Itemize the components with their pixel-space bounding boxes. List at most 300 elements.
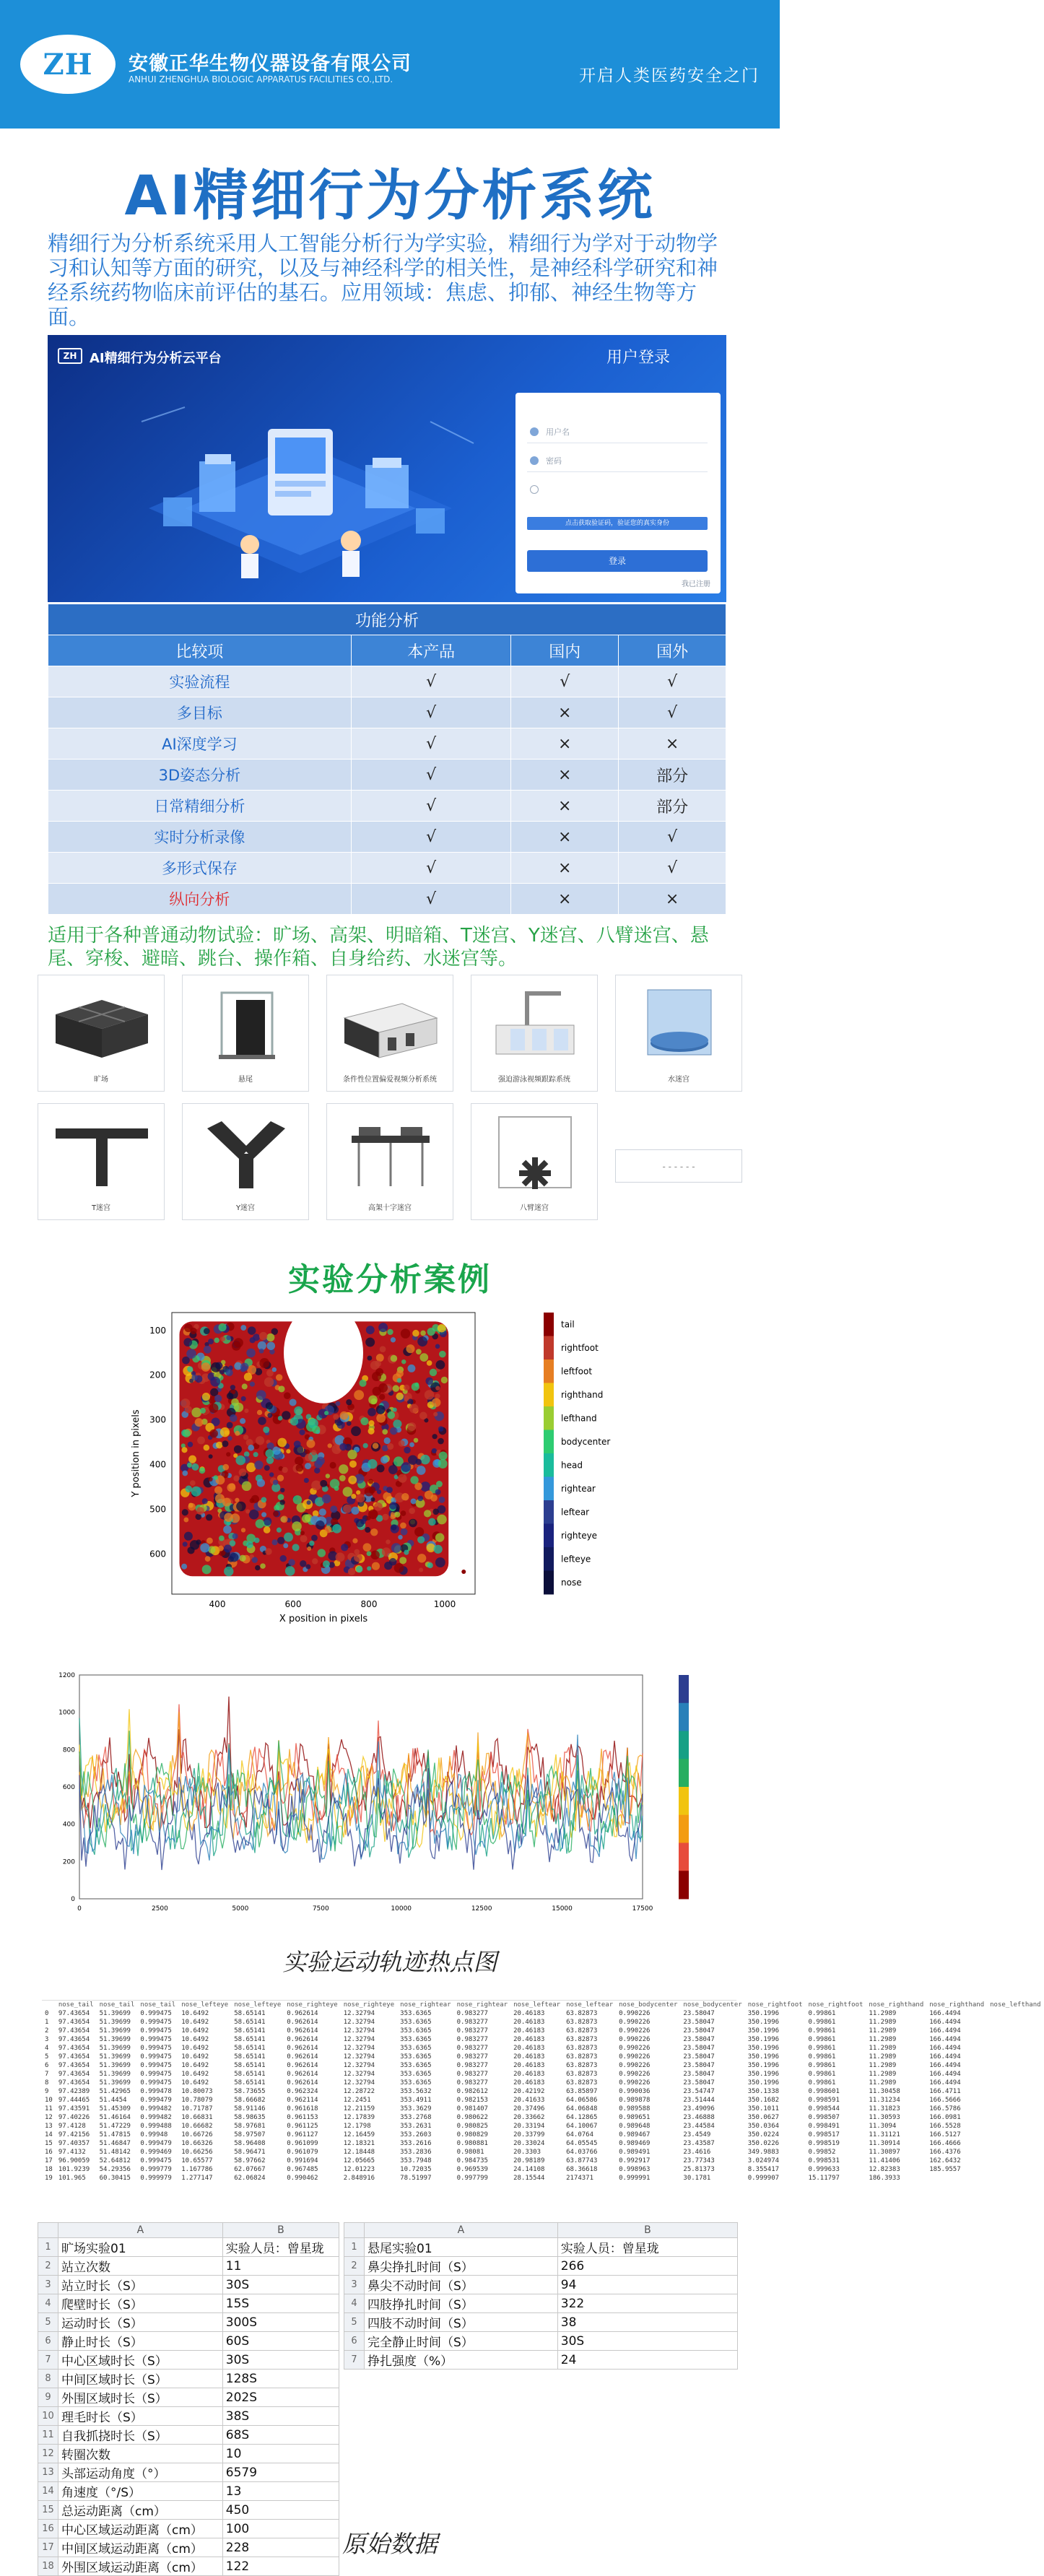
login-card [516, 393, 721, 593]
table-cell: 10.72035 [400, 2166, 432, 2173]
trajectory-point [307, 1546, 311, 1551]
table-cell: 97.40357 [58, 2140, 90, 2147]
row-number[interactable]: 4 [38, 2294, 58, 2313]
trajectory-point [229, 1483, 235, 1489]
table-cell: 97.43654 [58, 2071, 90, 2078]
sheet-column-header[interactable]: B [557, 2223, 737, 2238]
table-cell: 0.999469 [140, 2149, 172, 2156]
trajectory-point [246, 1541, 253, 1549]
sheet-cell-value[interactable]: 300S [222, 2313, 339, 2332]
row-number[interactable]: 9 [38, 2388, 58, 2407]
table-cell: 20.46183 [513, 2010, 545, 2017]
colorbar-segment [544, 1477, 554, 1501]
table-cell: 0.962614 [287, 2010, 318, 2017]
trajectory-point [320, 1480, 327, 1487]
trajectory-point [351, 1426, 361, 1436]
trajectory-point [222, 1497, 231, 1506]
row-number[interactable]: 16 [38, 2520, 58, 2538]
trajectory-point [312, 1558, 318, 1564]
sheet-cell-label[interactable]: 挣扎强度（%） [365, 2351, 558, 2370]
trajectory-point [351, 1507, 359, 1515]
sheet-cell-label[interactable]: 静止时长（S） [58, 2332, 223, 2351]
table-cell: 58.97681 [234, 2123, 266, 2130]
sheet-cell-value[interactable]: 60S [222, 2332, 339, 2351]
table-cell: 30.1781 [683, 2175, 711, 2182]
trajectory-point [323, 1560, 330, 1567]
sheet-row [38, 2445, 339, 2463]
table-cell: 12.82383 [869, 2166, 900, 2173]
trajectory-point [401, 1510, 406, 1516]
table-row [42, 2105, 1044, 2113]
sheet-cell-value[interactable]: 202S [222, 2388, 339, 2407]
trajectory-point [239, 1555, 245, 1562]
x-tick-label: 15000 [552, 1905, 573, 1913]
trajectory-point [196, 1507, 204, 1515]
table-cell: 51.39699 [99, 2071, 131, 2078]
table-cell: 16 [45, 2149, 53, 2156]
trajectory-point [290, 1417, 299, 1426]
sheet-cell-label[interactable]: 转圈次数 [58, 2445, 223, 2463]
trajectory-point [204, 1328, 210, 1334]
sheet-cell-value[interactable]: 24 [557, 2351, 737, 2370]
table-cell: 20.37496 [513, 2105, 545, 2112]
y-tick-label: 400 [149, 1459, 166, 1470]
device-label: 高架十字迷宫 [368, 1204, 412, 1212]
trajectory-point [239, 1468, 247, 1476]
table-cell: 23.58047 [683, 2071, 715, 2078]
table-cell: 10.65577 [181, 2157, 213, 2164]
sheet-cell-value[interactable]: 实验人员：曾星珑 [557, 2238, 737, 2257]
trajectory-point [254, 1461, 263, 1469]
table-cell: 0.962614 [287, 2062, 318, 2069]
table-cell: 0.982153 [456, 2097, 488, 2104]
trajectory-point [256, 1390, 266, 1400]
trajectory-point [398, 1535, 402, 1539]
trajectory-point [404, 1447, 410, 1453]
trajectory-point [300, 1560, 306, 1567]
table-row [42, 2087, 1044, 2096]
table-cell: 12.32794 [343, 2010, 375, 2017]
sheet-cell-label[interactable]: 四肢不动时间（S） [365, 2313, 558, 2332]
table-cell: 353.2768 [400, 2114, 432, 2121]
table-cell: 51.46847 [99, 2140, 131, 2147]
trajectory-point [363, 1443, 368, 1448]
trajectory-point [332, 1524, 342, 1533]
trajectory-point [234, 1445, 242, 1453]
ours-mark: √ [351, 760, 511, 791]
trajectory-point [401, 1528, 408, 1536]
trajectory-point [192, 1463, 199, 1471]
logo-text: ZH [43, 47, 93, 82]
row-number[interactable]: 4 [344, 2294, 365, 2313]
x-tick-label: 12500 [471, 1905, 492, 1913]
figure-caption: 实验运动轨迹热点图 [282, 1948, 497, 1976]
sheet-cell-label[interactable]: 运动时长（S） [58, 2313, 223, 2332]
trajectory-point [263, 1427, 269, 1433]
sheet-cell-value[interactable]: 10 [222, 2445, 339, 2463]
table-cell: 10.78079 [181, 2097, 213, 2104]
sheet-cell-value[interactable]: 68S [222, 2426, 339, 2445]
forced-swim-image [482, 985, 588, 1065]
row-number[interactable]: 17 [38, 2538, 58, 2557]
y-tick-label: 800 [62, 1746, 75, 1754]
trajectory-point [209, 1454, 213, 1458]
trajectory-point [188, 1455, 196, 1463]
row-number[interactable]: 10 [38, 2407, 58, 2426]
trajectory-point [219, 1536, 225, 1541]
sheet-cell-value[interactable]: 30S [557, 2332, 737, 2351]
table-cell: 0.999475 [140, 2053, 172, 2061]
sheet-row [344, 2276, 738, 2294]
table-cell: 0.989588 [619, 2105, 651, 2112]
sheet-column-header[interactable] [38, 2223, 58, 2238]
table-cell: 0.961127 [287, 2131, 318, 2138]
sheet-row [38, 2426, 339, 2445]
row-number[interactable]: 14 [38, 2482, 58, 2501]
sheet-cell-value[interactable]: 实验人员：曾星珑 [222, 2238, 339, 2257]
sheet-cell-value[interactable]: 228 [222, 2538, 339, 2557]
trajectory-point [438, 1426, 444, 1432]
table-cell: 23.58047 [683, 2062, 715, 2069]
row-number[interactable]: 2 [344, 2257, 365, 2276]
row-number[interactable]: 13 [38, 2463, 58, 2482]
sheet-column-header-row [38, 2223, 339, 2238]
table-cell: 0.99861 [808, 2010, 836, 2017]
sheet-cell-value[interactable]: 122 [222, 2557, 339, 2576]
trajectory-point [253, 1452, 258, 1457]
sheet-cell-label[interactable]: 总运动距离（cm） [58, 2501, 223, 2520]
trajectory-point [188, 1442, 193, 1448]
sheet-cell-label[interactable]: 中心区域运动距离（cm） [58, 2520, 223, 2538]
device-label: T迷宫 [91, 1204, 111, 1212]
feature-label: 实时分析录像 [48, 822, 352, 853]
sheet-cell-label[interactable]: 外围区域时长（S） [58, 2388, 223, 2407]
trajectory-point [277, 1537, 284, 1544]
trajectory-point [396, 1370, 404, 1377]
colorbar-label: bodycenter [561, 1436, 611, 1447]
trajectory-point [365, 1338, 375, 1347]
domestic-mark: × [511, 822, 619, 853]
table-cell: 0.999633 [808, 2166, 840, 2173]
trajectory-point [404, 1396, 409, 1401]
sheet-column-header[interactable]: A [365, 2223, 558, 2238]
table-row [48, 884, 726, 915]
table-cell: 11.2989 [869, 2010, 897, 2017]
device-card [471, 975, 598, 1092]
sheet-cell-label[interactable]: 外围区域运动距离（cm） [58, 2557, 223, 2576]
sheet-cell-value[interactable]: 322 [557, 2294, 737, 2313]
colorbar-segment [544, 1430, 554, 1454]
trajectory-point [266, 1333, 274, 1341]
table-cell: 0.999979 [140, 2175, 172, 2182]
trajectory-point [195, 1418, 204, 1427]
table-cell: 0.983277 [456, 2027, 488, 2035]
table-cell: 0.991694 [287, 2157, 318, 2164]
table-cell: 350.0226 [747, 2140, 780, 2147]
ours-mark: √ [351, 822, 511, 853]
trajectory-point [436, 1360, 445, 1370]
table-cell: 58.65141 [234, 2010, 266, 2017]
trajectory-point [266, 1402, 273, 1409]
table-cell: 353.5632 [400, 2088, 432, 2095]
table-cell: 23.58047 [683, 2053, 715, 2061]
table-cell: 0.999475 [140, 2157, 172, 2164]
row-number[interactable]: 7 [344, 2351, 365, 2370]
sheet-column-header[interactable] [344, 2223, 365, 2238]
ours-mark: √ [351, 728, 511, 760]
row-number[interactable]: 7 [38, 2351, 58, 2370]
table-cell: 58.65141 [234, 2027, 266, 2035]
table-cell: 0.999779 [140, 2166, 172, 2173]
table-cell: 166.4494 [929, 2079, 961, 2087]
ours-mark: √ [351, 666, 511, 697]
trajectory-point [240, 1363, 248, 1371]
row-number[interactable]: 6 [344, 2332, 365, 2351]
row-number[interactable]: 3 [344, 2276, 365, 2294]
sheet-cell-value[interactable]: 6579 [222, 2463, 339, 2482]
trajectory-point [200, 1408, 206, 1414]
table-cell: 10.6492 [181, 2062, 209, 2069]
table-cell: 58.65141 [234, 2071, 266, 2078]
column-header: nose_tail [58, 2001, 94, 2009]
table-cell: 0.999475 [140, 2036, 172, 2043]
colorbar-label: head [561, 1460, 583, 1471]
sheet-row [344, 2332, 738, 2351]
sheet-cell-label[interactable]: 四肢挣扎时间（S） [365, 2294, 558, 2313]
sheet-cell-label[interactable]: 悬尾实验01 [365, 2238, 558, 2257]
trajectory-point [261, 1497, 266, 1502]
sheet-cell-value[interactable]: 38 [557, 2313, 737, 2332]
trajectory-point [230, 1540, 236, 1546]
row-number[interactable]: 1 [38, 2238, 58, 2257]
trajectory-point [241, 1396, 246, 1401]
trajectory-point [359, 1380, 366, 1387]
trajectory-point [259, 1358, 269, 1368]
table-cell: 11.30897 [869, 2149, 900, 2156]
table-cell: 12.32794 [343, 2027, 375, 2035]
table-cell: 23.58047 [683, 2045, 715, 2052]
table-cell: 54.29356 [99, 2166, 131, 2173]
login-button[interactable]: 登录 [527, 550, 708, 572]
trajectory-point [438, 1438, 444, 1445]
table-cell: 0.962324 [287, 2088, 318, 2095]
x-tick-label: 400 [209, 1599, 226, 1609]
table-cell: 97.42156 [58, 2131, 90, 2138]
sheet-cell-value[interactable]: 30S [222, 2351, 339, 2370]
table-cell: 0.98081 [456, 2149, 484, 2156]
sheet-cell-label[interactable]: 旷场实验01 [58, 2238, 223, 2257]
table-cell: 0.962114 [287, 2097, 318, 2104]
trajectory-point [437, 1515, 447, 1525]
trajectory-point [417, 1536, 425, 1544]
row-number[interactable]: 5 [344, 2313, 365, 2332]
trajectory-point [414, 1527, 424, 1536]
trajectory-point [283, 1543, 288, 1548]
sheet-cell-value[interactable]: 38S [222, 2407, 339, 2426]
row-number[interactable]: 3 [38, 2276, 58, 2294]
row-number[interactable]: 1 [344, 2238, 365, 2257]
trajectory-point [219, 1370, 225, 1375]
password-field[interactable] [527, 451, 708, 472]
sheet-cell-label[interactable]: 中心区域时长（S） [58, 2351, 223, 2370]
table-cell: 12.28722 [343, 2088, 375, 2095]
table-cell: 0.990226 [619, 2019, 651, 2026]
trajectory-point [311, 1480, 321, 1490]
sheet-cell-value[interactable]: 450 [222, 2501, 339, 2520]
table-cell: 0.998519 [808, 2140, 840, 2147]
sheet-row [38, 2463, 339, 2482]
table-cell: 350.0224 [747, 2131, 780, 2138]
row-number[interactable]: 5 [38, 2313, 58, 2332]
trajectory-point [401, 1462, 411, 1472]
trajectory-point [435, 1344, 440, 1349]
trajectory-point [244, 1372, 252, 1380]
trajectory-point [282, 1411, 290, 1419]
table-cell: 0.981407 [456, 2105, 488, 2112]
row-number[interactable]: 8 [38, 2370, 58, 2388]
table-cell: 12.21159 [343, 2105, 375, 2112]
column-header: nose_leftear [513, 2001, 561, 2009]
table-cell: 3.024974 [747, 2157, 780, 2164]
register-link[interactable]: 我已注册 [682, 580, 710, 588]
table-cell: 350.0627 [747, 2114, 780, 2121]
row-number[interactable]: 11 [38, 2426, 58, 2445]
table-cell: 58.65141 [234, 2019, 266, 2026]
trajectory-point [284, 1392, 291, 1399]
sheet-column-header[interactable]: B [222, 2223, 339, 2238]
sheet-cell-label[interactable]: 完全静止时间（S） [365, 2332, 558, 2351]
table-cell: 12.32794 [343, 2053, 375, 2061]
table-cell: 350.1996 [747, 2010, 780, 2017]
sheet-cell-label[interactable]: 爬壁时长（S） [58, 2294, 223, 2313]
sheet-cell-value[interactable]: 11 [222, 2257, 339, 2276]
trajectory-point [435, 1489, 441, 1495]
sheet-cell-label[interactable]: 鼻尖不动时间（S） [365, 2276, 558, 2294]
username-field[interactable] [527, 422, 708, 443]
table-cell: 11.2989 [869, 2045, 897, 2052]
table-cell: 0.999907 [747, 2175, 780, 2182]
sheet-cell-value[interactable]: 13 [222, 2482, 339, 2501]
sheet-cell-label[interactable]: 角速度（°/S） [58, 2482, 223, 2501]
table-cell: 20.46183 [513, 2071, 545, 2078]
table-cell: 349.9883 [747, 2149, 780, 2156]
row-number[interactable]: 12 [38, 2445, 58, 2463]
table-cell: 4 [45, 2045, 49, 2052]
colorbar-segment [679, 1843, 689, 1871]
table-row [42, 2113, 1044, 2122]
role-radio-row[interactable] [527, 479, 708, 501]
trajectory-point [214, 1395, 222, 1402]
trajectory-point [368, 1479, 373, 1484]
trajectory-point [181, 1564, 187, 1570]
sheet-cell-label[interactable]: 理毛时长（S） [58, 2407, 223, 2426]
table-cell: 11.3094 [869, 2123, 897, 2130]
row-number[interactable]: 6 [38, 2332, 58, 2351]
table-cell: 12.32794 [343, 2045, 375, 2052]
sheet-cell-label[interactable]: 中间区域时长（S） [58, 2370, 223, 2388]
trajectory-point [277, 1438, 287, 1448]
trajectory-point [201, 1362, 211, 1372]
table-cell: 0.990226 [619, 2027, 651, 2035]
table-cell: 0.967485 [287, 2166, 318, 2173]
table-cell: 20.46183 [513, 2019, 545, 2026]
trajectory-point [304, 1478, 309, 1483]
captcha-button[interactable]: 点击获取验证码，验证您的真实身份 [527, 517, 708, 530]
table-cell: 0.961125 [287, 2123, 318, 2130]
sheet-cell-value[interactable]: 30S [222, 2276, 339, 2294]
table-cell: 0.998517 [808, 2131, 840, 2138]
trajectory-point [191, 1487, 201, 1497]
table-cell: 64.12865 [566, 2114, 598, 2121]
trajectory-point [182, 1471, 188, 1476]
table-cell: 58.65141 [234, 2045, 266, 2052]
table-cell: 11.2989 [869, 2036, 897, 2043]
device-label: 水迷宫 [668, 1076, 690, 1084]
trajectory-point [240, 1418, 245, 1424]
colorbar-label: righteye [561, 1530, 598, 1541]
header-banner [0, 0, 780, 129]
sheet-row [38, 2238, 339, 2257]
table-cell: 20.42192 [513, 2088, 545, 2095]
table-cell: 0.999475 [140, 2079, 172, 2087]
table-cell: 353.6365 [400, 2062, 432, 2069]
trajectory-point [409, 1519, 417, 1528]
table-cell: 23.4549 [683, 2131, 711, 2138]
table-cell: 0.962614 [287, 2027, 318, 2035]
foreign-mark: 部分 [619, 760, 726, 791]
colorbar-segment [679, 1815, 689, 1843]
header-domestic: 国内 [511, 635, 619, 666]
sheet-cell-label[interactable]: 中间区域运动距离（cm） [58, 2538, 223, 2557]
sheet-cell-label[interactable]: 头部运动角度（°） [58, 2463, 223, 2482]
table-cell: 10 [45, 2097, 53, 2104]
colorbar-label: leftfoot [561, 1366, 593, 1377]
comparison-table [48, 604, 726, 915]
table-cell: 51.47229 [99, 2123, 131, 2130]
sheet-cell-value[interactable]: 100 [222, 2520, 339, 2538]
sheet-cell-label[interactable]: 站立次数 [58, 2257, 223, 2276]
x-tick-label: 7500 [312, 1905, 329, 1913]
y-tick-label: 1000 [58, 1709, 75, 1717]
sheet-cell-value[interactable]: 15S [222, 2294, 339, 2313]
sheet-cell-label[interactable]: 站立时长（S） [58, 2276, 223, 2294]
table-cell: 12.32794 [343, 2062, 375, 2069]
table-cell: 350.1996 [747, 2079, 780, 2087]
table-cell: 51.39699 [99, 2045, 131, 2052]
row-number[interactable]: 18 [38, 2557, 58, 2576]
sheet-cell-value[interactable]: 128S [222, 2370, 339, 2388]
trajectory-point [183, 1541, 188, 1546]
row-number[interactable]: 2 [38, 2257, 58, 2276]
domestic-mark: × [511, 884, 619, 915]
open-field-sheet [38, 2222, 339, 2576]
table-cell: 97.4132 [58, 2149, 86, 2156]
sheet-column-header[interactable]: A [58, 2223, 223, 2238]
sheet-cell-value[interactable]: 266 [557, 2257, 737, 2276]
trajectory-point [390, 1514, 395, 1519]
trajectory-point [363, 1543, 372, 1552]
table-cell: 0.999479 [140, 2140, 172, 2147]
table-cell: 353.2836 [400, 2149, 432, 2156]
sheet-cell-label[interactable]: 自我抓挠时长（S） [58, 2426, 223, 2445]
sheet-cell-value[interactable]: 94 [557, 2276, 737, 2294]
sheet-cell-label[interactable]: 鼻尖挣扎时间（S） [365, 2257, 558, 2276]
column-header: nose_rightfoot [747, 2001, 803, 2009]
user-icon [530, 427, 539, 436]
trajectory-point [368, 1396, 378, 1405]
trajectory-point [184, 1532, 193, 1541]
row-number[interactable]: 15 [38, 2501, 58, 2520]
